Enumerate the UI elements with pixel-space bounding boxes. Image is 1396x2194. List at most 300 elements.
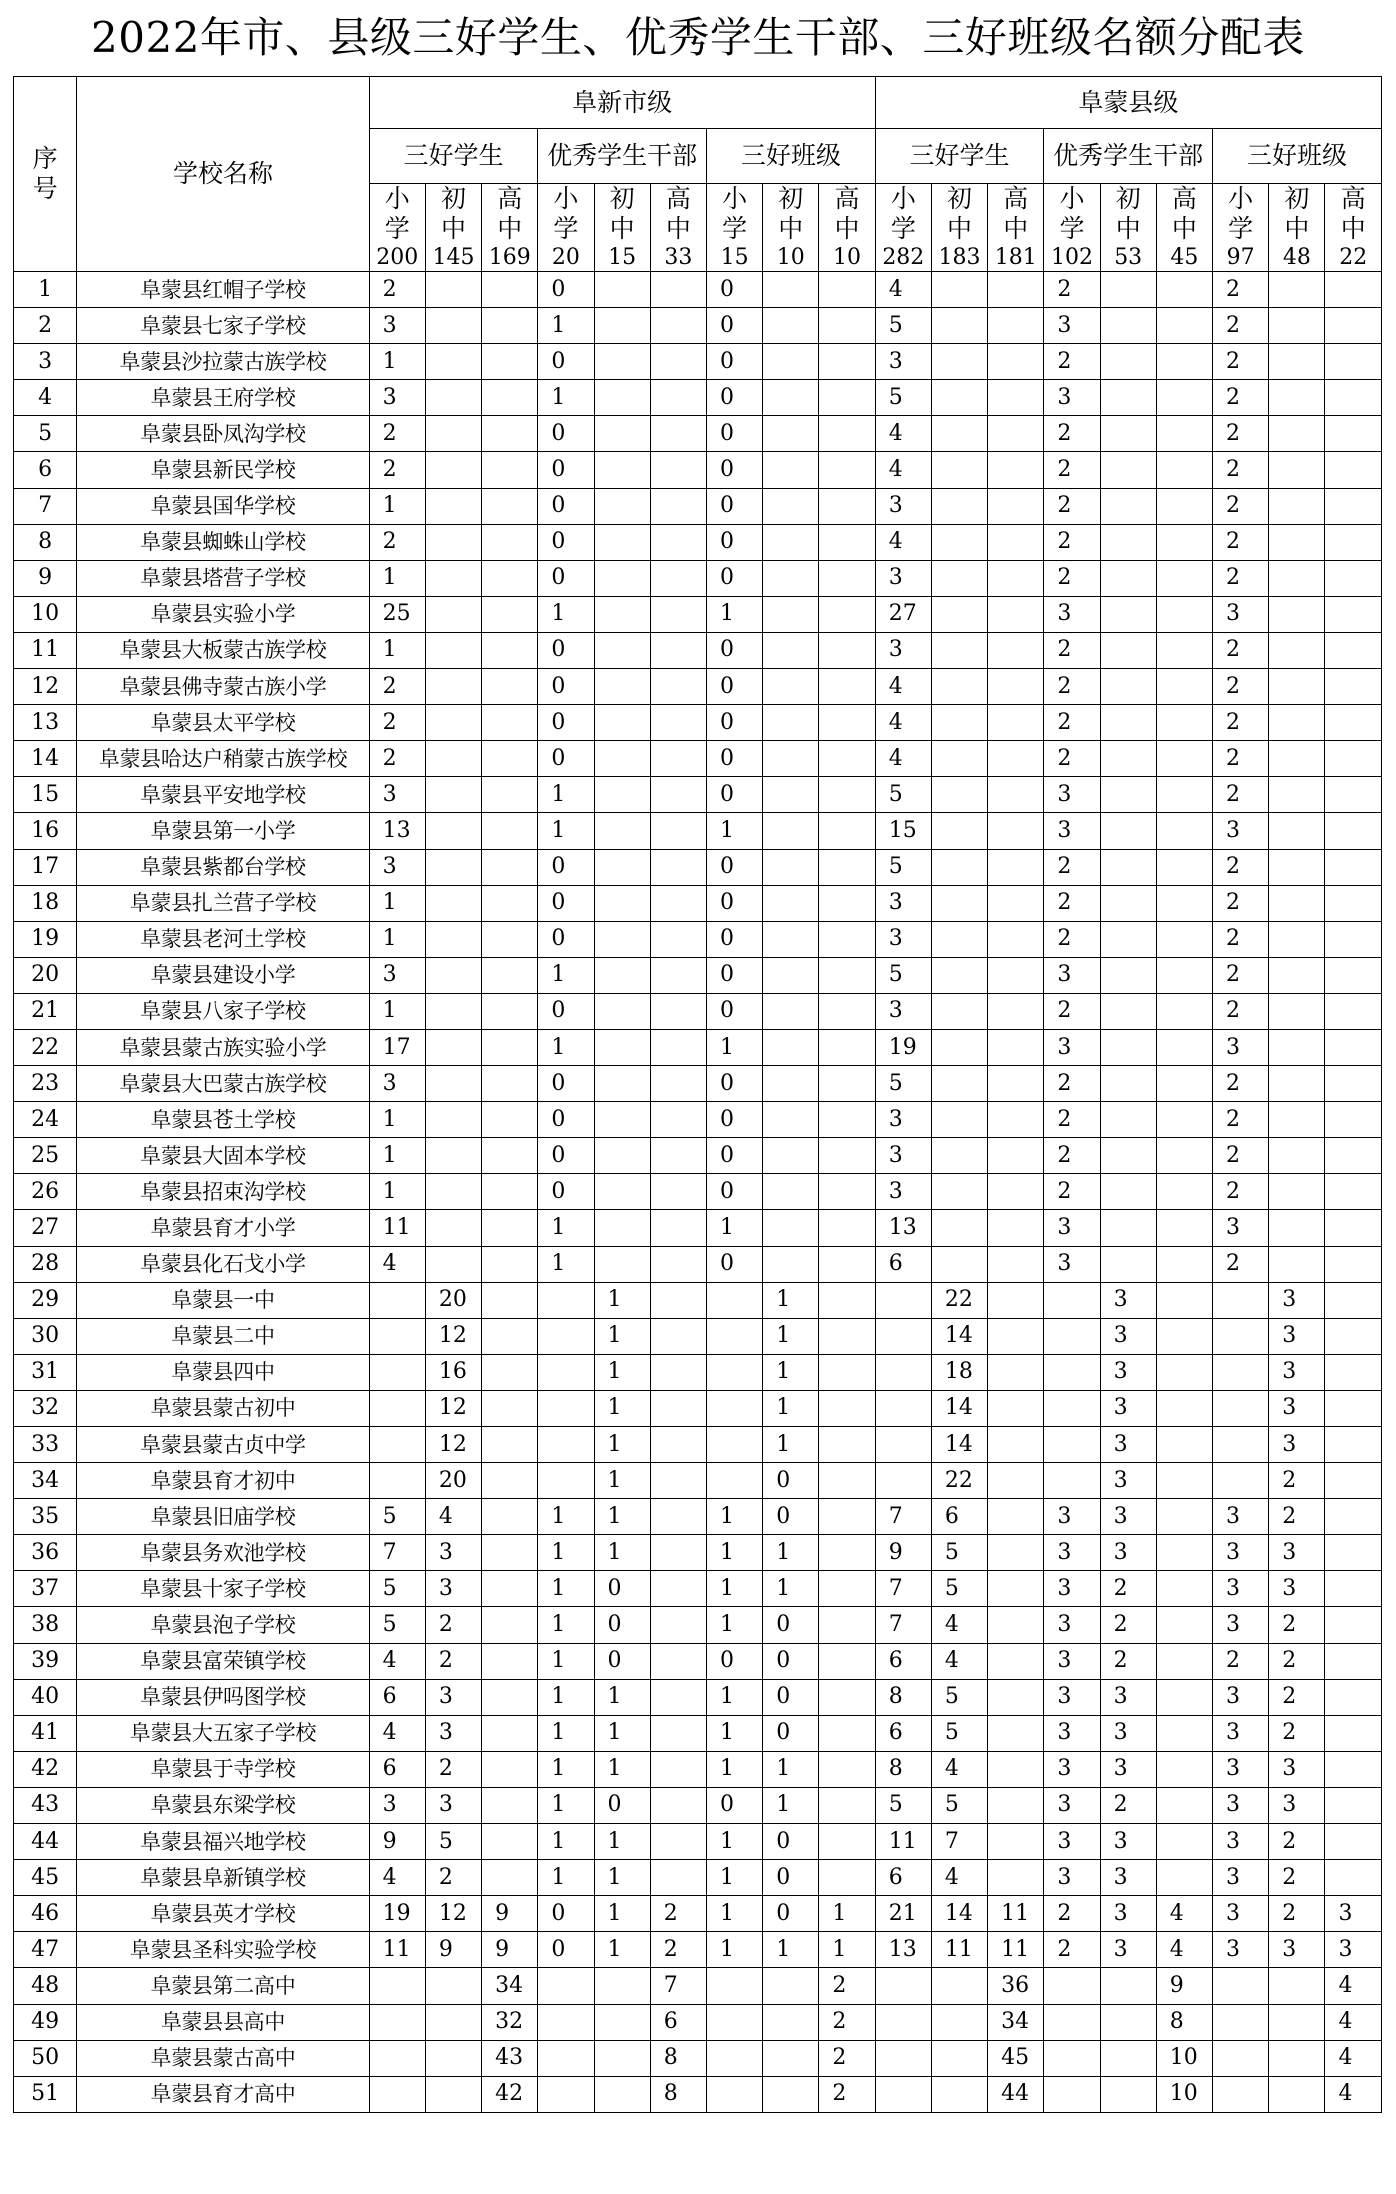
quota-cell <box>650 849 706 885</box>
quota-cell: 3 <box>1213 1824 1269 1860</box>
quota-cell: 4 <box>369 1643 425 1679</box>
quota-cell: 0 <box>763 1643 819 1679</box>
quota-cell <box>819 1390 875 1426</box>
quota-cell <box>482 1138 538 1174</box>
quota-cell <box>369 1463 425 1499</box>
quota-cell: 1 <box>538 1607 594 1643</box>
quota-cell <box>1269 344 1325 380</box>
school-name-cell: 阜蒙县沙拉蒙古族学校 <box>77 344 369 380</box>
quota-cell <box>1100 813 1156 849</box>
quota-cell: 3 <box>1213 596 1269 632</box>
quota-cell <box>819 957 875 993</box>
row-number: 38 <box>14 1607 77 1643</box>
quota-cell: 3 <box>1100 1715 1156 1751</box>
quota-cell: 2 <box>650 1932 706 1968</box>
row-number: 19 <box>14 921 77 957</box>
quota-cell <box>650 1463 706 1499</box>
quota-cell: 1 <box>369 1102 425 1138</box>
quota-cell: 0 <box>594 1787 650 1823</box>
quota-cell <box>931 344 987 380</box>
quota-cell: 44 <box>988 2076 1044 2112</box>
quota-cell: 2 <box>1044 849 1100 885</box>
quota-cell: 0 <box>538 1102 594 1138</box>
quota-cell <box>819 1463 875 1499</box>
quota-cell <box>1325 1246 1382 1282</box>
quota-cell <box>819 993 875 1029</box>
quota-cell: 5 <box>875 380 931 416</box>
quota-cell: 3 <box>1325 1896 1382 1932</box>
quota-cell <box>819 1210 875 1246</box>
quota-cell <box>706 1390 762 1426</box>
quota-cell <box>988 632 1044 668</box>
quota-cell: 0 <box>538 1066 594 1102</box>
school-name-cell: 阜蒙县第一小学 <box>77 813 369 849</box>
table-row <box>14 1210 1382 1246</box>
quota-cell <box>650 632 706 668</box>
quota-cell <box>988 1499 1044 1535</box>
quota-cell: 3 <box>875 560 931 596</box>
quota-cell <box>1325 849 1382 885</box>
fuxin-sub-primary <box>706 184 762 272</box>
quota-cell: 0 <box>706 885 762 921</box>
quota-cell <box>763 2004 819 2040</box>
quota-cell: 6 <box>875 1860 931 1896</box>
quota-cell: 0 <box>763 1679 819 1715</box>
sub-quota-value: 102 <box>1050 245 1093 270</box>
quota-cell <box>763 669 819 705</box>
quota-cell <box>1044 1463 1100 1499</box>
quota-cell <box>594 885 650 921</box>
sub-quota-value: 183 <box>938 245 981 270</box>
quota-cell <box>1325 1751 1382 1787</box>
sub-level-label: 高中 <box>1340 184 1366 243</box>
quota-cell: 0 <box>763 1499 819 1535</box>
quota-cell: 3 <box>369 849 425 885</box>
quota-cell <box>988 308 1044 344</box>
quota-cell <box>594 669 650 705</box>
quota-cell <box>931 813 987 849</box>
quota-cell: 0 <box>594 1571 650 1607</box>
quota-cell: 0 <box>538 560 594 596</box>
quota-cell <box>763 308 819 344</box>
quota-cell: 14 <box>931 1427 987 1463</box>
quota-cell <box>1213 1282 1269 1318</box>
quota-cell <box>988 1607 1044 1643</box>
quota-cell: 0 <box>538 524 594 560</box>
quota-cell <box>594 1102 650 1138</box>
quota-cell <box>425 849 481 885</box>
sub-quota-value: 181 <box>994 245 1037 270</box>
table-row <box>14 1607 1382 1643</box>
quota-cell <box>763 777 819 813</box>
quota-cell <box>425 344 481 380</box>
quota-cell: 2 <box>1213 488 1269 524</box>
quota-cell: 12 <box>425 1318 481 1354</box>
quota-cell: 2 <box>1213 632 1269 668</box>
quota-cell: 4 <box>931 1751 987 1787</box>
quota-cell: 2 <box>1044 1066 1100 1102</box>
quota-cell <box>1213 1354 1269 1390</box>
quota-cell <box>1100 452 1156 488</box>
quota-cell <box>988 1643 1044 1679</box>
quota-cell: 11 <box>931 1932 987 1968</box>
quota-cell <box>1156 1210 1212 1246</box>
quota-cell <box>931 1066 987 1102</box>
quota-cell <box>1325 1463 1382 1499</box>
quota-cell: 3 <box>1269 1787 1325 1823</box>
quota-cell: 3 <box>1044 777 1100 813</box>
quota-cell <box>1325 1824 1382 1860</box>
quota-cell: 10 <box>1156 2040 1212 2076</box>
quota-cell <box>482 993 538 1029</box>
sub-quota-value: 22 <box>1339 245 1368 270</box>
header-fumeng-level: 阜蒙县级 <box>875 77 1381 129</box>
quota-cell <box>819 1751 875 1787</box>
quota-cell: 3 <box>1044 813 1100 849</box>
quota-cell: 0 <box>594 1643 650 1679</box>
quota-cell <box>482 1824 538 1860</box>
quota-cell <box>1156 1715 1212 1751</box>
quota-cell <box>988 1102 1044 1138</box>
table-row <box>14 993 1382 1029</box>
quota-cell <box>594 957 650 993</box>
quota-cell: 0 <box>763 1824 819 1860</box>
quota-cell: 2 <box>1269 1679 1325 1715</box>
quota-cell: 0 <box>763 1463 819 1499</box>
quota-cell: 1 <box>594 1535 650 1571</box>
quota-cell: 2 <box>1044 272 1100 308</box>
school-name-cell: 阜蒙县于寺学校 <box>77 1751 369 1787</box>
quota-cell <box>1156 344 1212 380</box>
quota-cell <box>988 524 1044 560</box>
quota-cell: 6 <box>875 1715 931 1751</box>
quota-cell <box>538 1282 594 1318</box>
quota-cell <box>594 308 650 344</box>
quota-cell <box>538 1354 594 1390</box>
school-name-cell: 阜蒙县东梁学校 <box>77 1787 369 1823</box>
school-name-cell: 阜蒙县蜘蛛山学校 <box>77 524 369 560</box>
row-number: 13 <box>14 705 77 741</box>
quota-cell: 0 <box>594 1607 650 1643</box>
quota-cell <box>988 1282 1044 1318</box>
sub-level-label: 高中 <box>1003 184 1029 243</box>
quota-cell: 1 <box>594 1896 650 1932</box>
quota-cell: 3 <box>1100 1860 1156 1896</box>
quota-cell <box>650 416 706 452</box>
quota-cell <box>1156 1607 1212 1643</box>
quota-cell <box>819 1066 875 1102</box>
quota-cell: 2 <box>1269 1715 1325 1751</box>
quota-cell <box>482 416 538 452</box>
quota-cell: 0 <box>538 272 594 308</box>
quota-cell <box>819 1029 875 1065</box>
quota-cell <box>1100 777 1156 813</box>
quota-cell <box>763 272 819 308</box>
table-row <box>14 1390 1382 1426</box>
quota-cell <box>988 1066 1044 1102</box>
school-name-cell: 阜蒙县十家子学校 <box>77 1571 369 1607</box>
quota-cell: 0 <box>538 741 594 777</box>
school-name-cell: 阜蒙县佛寺蒙古族小学 <box>77 669 369 705</box>
quota-cell: 3 <box>1100 1932 1156 1968</box>
table-row <box>14 1824 1382 1860</box>
quota-cell: 7 <box>875 1499 931 1535</box>
school-name-cell: 阜蒙县伊吗图学校 <box>77 1679 369 1715</box>
table-row <box>14 2040 1382 2076</box>
quota-cell: 1 <box>763 1932 819 1968</box>
quota-cell <box>538 1427 594 1463</box>
quota-cell: 3 <box>425 1679 481 1715</box>
quota-cell: 1 <box>538 1535 594 1571</box>
sub-quota-value: 15 <box>608 245 637 270</box>
quota-cell: 1 <box>594 1427 650 1463</box>
quota-cell: 3 <box>1213 1751 1269 1787</box>
row-number: 29 <box>14 1282 77 1318</box>
quota-cell <box>1100 524 1156 560</box>
quota-cell <box>931 1138 987 1174</box>
quota-cell: 2 <box>425 1751 481 1787</box>
fumeng-sub-junior <box>1100 184 1156 272</box>
quota-cell <box>819 1643 875 1679</box>
quota-cell <box>931 488 987 524</box>
quota-cell <box>369 1354 425 1390</box>
quota-cell: 2 <box>1044 632 1100 668</box>
quota-cell: 6 <box>875 1643 931 1679</box>
quota-cell <box>482 885 538 921</box>
quota-cell <box>875 2004 931 2040</box>
quota-cell: 2 <box>1213 957 1269 993</box>
quota-cell <box>1325 705 1382 741</box>
quota-cell: 2 <box>1213 1138 1269 1174</box>
row-number: 35 <box>14 1499 77 1535</box>
quota-cell: 3 <box>1100 1751 1156 1787</box>
quota-cell: 0 <box>763 1715 819 1751</box>
quota-cell: 0 <box>706 1246 762 1282</box>
quota-cell: 1 <box>706 1860 762 1896</box>
table-row <box>14 1679 1382 1715</box>
quota-cell <box>1325 1787 1382 1823</box>
quota-cell <box>819 272 875 308</box>
quota-cell: 3 <box>1269 1390 1325 1426</box>
quota-cell <box>763 560 819 596</box>
quota-cell: 2 <box>1044 885 1100 921</box>
quota-cell: 0 <box>538 1896 594 1932</box>
quota-cell: 3 <box>1100 1427 1156 1463</box>
quota-cell <box>482 1390 538 1426</box>
quota-cell: 3 <box>1044 1679 1100 1715</box>
fuxin-sub-primary <box>538 184 594 272</box>
table-row <box>14 1896 1382 1932</box>
quota-cell <box>988 1824 1044 1860</box>
quota-cell <box>538 1318 594 1354</box>
quota-cell: 8 <box>1156 2004 1212 2040</box>
quota-cell <box>1100 1029 1156 1065</box>
quota-cell: 3 <box>369 1066 425 1102</box>
quota-cell <box>931 2040 987 2076</box>
quota-cell <box>1325 1571 1382 1607</box>
quota-cell <box>1156 777 1212 813</box>
quota-cell <box>931 993 987 1029</box>
quota-cell: 42 <box>482 2076 538 2112</box>
quota-cell: 5 <box>931 1571 987 1607</box>
fumeng-sub-senior <box>1325 184 1382 272</box>
quota-cell <box>988 452 1044 488</box>
table-row <box>14 380 1382 416</box>
quota-cell: 1 <box>594 1679 650 1715</box>
quota-cell <box>763 1968 819 2004</box>
quota-cell: 0 <box>706 849 762 885</box>
quota-cell: 1 <box>706 596 762 632</box>
school-name-cell: 阜蒙县育才高中 <box>77 2076 369 2112</box>
quota-cell <box>1325 993 1382 1029</box>
quota-cell <box>1156 1029 1212 1065</box>
table-row <box>14 1246 1382 1282</box>
quota-cell <box>819 1607 875 1643</box>
quota-cell <box>931 957 987 993</box>
quota-cell <box>1269 560 1325 596</box>
quota-cell <box>594 777 650 813</box>
quota-cell <box>931 1029 987 1065</box>
sub-quota-value: 45 <box>1170 245 1199 270</box>
quota-cell <box>650 1390 706 1426</box>
quota-cell <box>1044 1390 1100 1426</box>
quota-cell <box>1325 632 1382 668</box>
quota-cell <box>482 1246 538 1282</box>
quota-cell: 8 <box>650 2040 706 2076</box>
quota-cell <box>706 1318 762 1354</box>
quota-cell: 1 <box>369 560 425 596</box>
table-row <box>14 705 1382 741</box>
quota-cell <box>1325 1679 1382 1715</box>
quota-cell: 3 <box>1044 1715 1100 1751</box>
quota-cell: 1 <box>706 1896 762 1932</box>
quota-cell <box>650 1643 706 1679</box>
row-number: 24 <box>14 1102 77 1138</box>
school-name-cell: 阜蒙县红帽子学校 <box>77 272 369 308</box>
quota-cell: 4 <box>1325 2040 1382 2076</box>
sub-level-label: 小学 <box>1228 184 1254 243</box>
quota-cell <box>594 416 650 452</box>
quota-cell: 2 <box>1213 416 1269 452</box>
quota-cell <box>1100 741 1156 777</box>
quota-cell <box>819 488 875 524</box>
quota-cell <box>594 705 650 741</box>
quota-cell <box>706 2076 762 2112</box>
quota-cell: 3 <box>875 1102 931 1138</box>
quota-cell: 0 <box>706 1787 762 1823</box>
quota-cell <box>482 308 538 344</box>
quota-cell: 4 <box>1325 1968 1382 2004</box>
quota-cell: 2 <box>1213 1174 1269 1210</box>
quota-cell <box>482 1679 538 1715</box>
row-number: 28 <box>14 1246 77 1282</box>
quota-cell <box>988 488 1044 524</box>
quota-cell <box>650 1318 706 1354</box>
quota-cell <box>1100 2076 1156 2112</box>
quota-cell: 0 <box>538 632 594 668</box>
quota-cell <box>538 2004 594 2040</box>
quota-cell: 1 <box>763 1282 819 1318</box>
quota-cell <box>988 885 1044 921</box>
quota-cell <box>650 885 706 921</box>
quota-cell: 1 <box>819 1896 875 1932</box>
quota-cell: 1 <box>369 1138 425 1174</box>
quota-cell <box>931 380 987 416</box>
quota-cell <box>1156 1102 1212 1138</box>
quota-cell: 11 <box>988 1932 1044 1968</box>
quota-table <box>13 76 1382 2113</box>
quota-cell: 3 <box>1269 1354 1325 1390</box>
quota-cell <box>1325 669 1382 705</box>
quota-cell <box>650 272 706 308</box>
table-row <box>14 1463 1382 1499</box>
quota-cell: 12 <box>425 1427 481 1463</box>
quota-cell <box>1325 416 1382 452</box>
quota-cell <box>1156 1643 1212 1679</box>
quota-cell <box>482 488 538 524</box>
quota-cell <box>931 2076 987 2112</box>
quota-cell <box>1269 957 1325 993</box>
quota-cell: 3 <box>1100 1390 1156 1426</box>
quota-cell: 3 <box>1044 1824 1100 1860</box>
quota-cell: 1 <box>594 1282 650 1318</box>
quota-cell: 0 <box>706 524 762 560</box>
school-name-cell: 阜蒙县实验小学 <box>77 596 369 632</box>
quota-cell <box>763 416 819 452</box>
school-name-cell: 阜蒙县七家子学校 <box>77 308 369 344</box>
quota-cell <box>763 596 819 632</box>
quota-cell <box>1156 1246 1212 1282</box>
quota-cell: 2 <box>1269 1824 1325 1860</box>
quota-cell: 2 <box>1044 1138 1100 1174</box>
quota-cell <box>650 921 706 957</box>
quota-cell <box>1100 560 1156 596</box>
quota-cell: 1 <box>538 596 594 632</box>
quota-cell: 0 <box>538 885 594 921</box>
quota-cell: 2 <box>650 1896 706 1932</box>
quota-cell <box>875 2076 931 2112</box>
quota-cell <box>650 344 706 380</box>
row-number: 41 <box>14 1715 77 1751</box>
quota-cell: 2 <box>1213 272 1269 308</box>
table-row <box>14 1102 1382 1138</box>
quota-cell <box>482 1282 538 1318</box>
quota-cell <box>706 1463 762 1499</box>
quota-cell <box>1213 1427 1269 1463</box>
quota-cell <box>650 452 706 488</box>
quota-cell <box>1269 1102 1325 1138</box>
quota-cell: 1 <box>763 1571 819 1607</box>
quota-cell <box>763 488 819 524</box>
quota-cell <box>819 741 875 777</box>
quota-cell: 7 <box>875 1571 931 1607</box>
quota-cell: 3 <box>1213 1679 1269 1715</box>
quota-cell <box>425 1246 481 1282</box>
quota-cell: 3 <box>1100 1282 1156 1318</box>
quota-cell: 25 <box>369 596 425 632</box>
quota-cell <box>1269 1066 1325 1102</box>
quota-cell <box>1325 1390 1382 1426</box>
quota-cell <box>819 1679 875 1715</box>
quota-cell <box>1269 632 1325 668</box>
quota-cell: 0 <box>763 1860 819 1896</box>
quota-cell: 2 <box>1213 380 1269 416</box>
quota-cell: 18 <box>931 1354 987 1390</box>
sub-level-label: 高中 <box>497 184 523 243</box>
quota-cell: 7 <box>650 1968 706 2004</box>
quota-cell: 0 <box>706 669 762 705</box>
quota-cell: 3 <box>369 777 425 813</box>
